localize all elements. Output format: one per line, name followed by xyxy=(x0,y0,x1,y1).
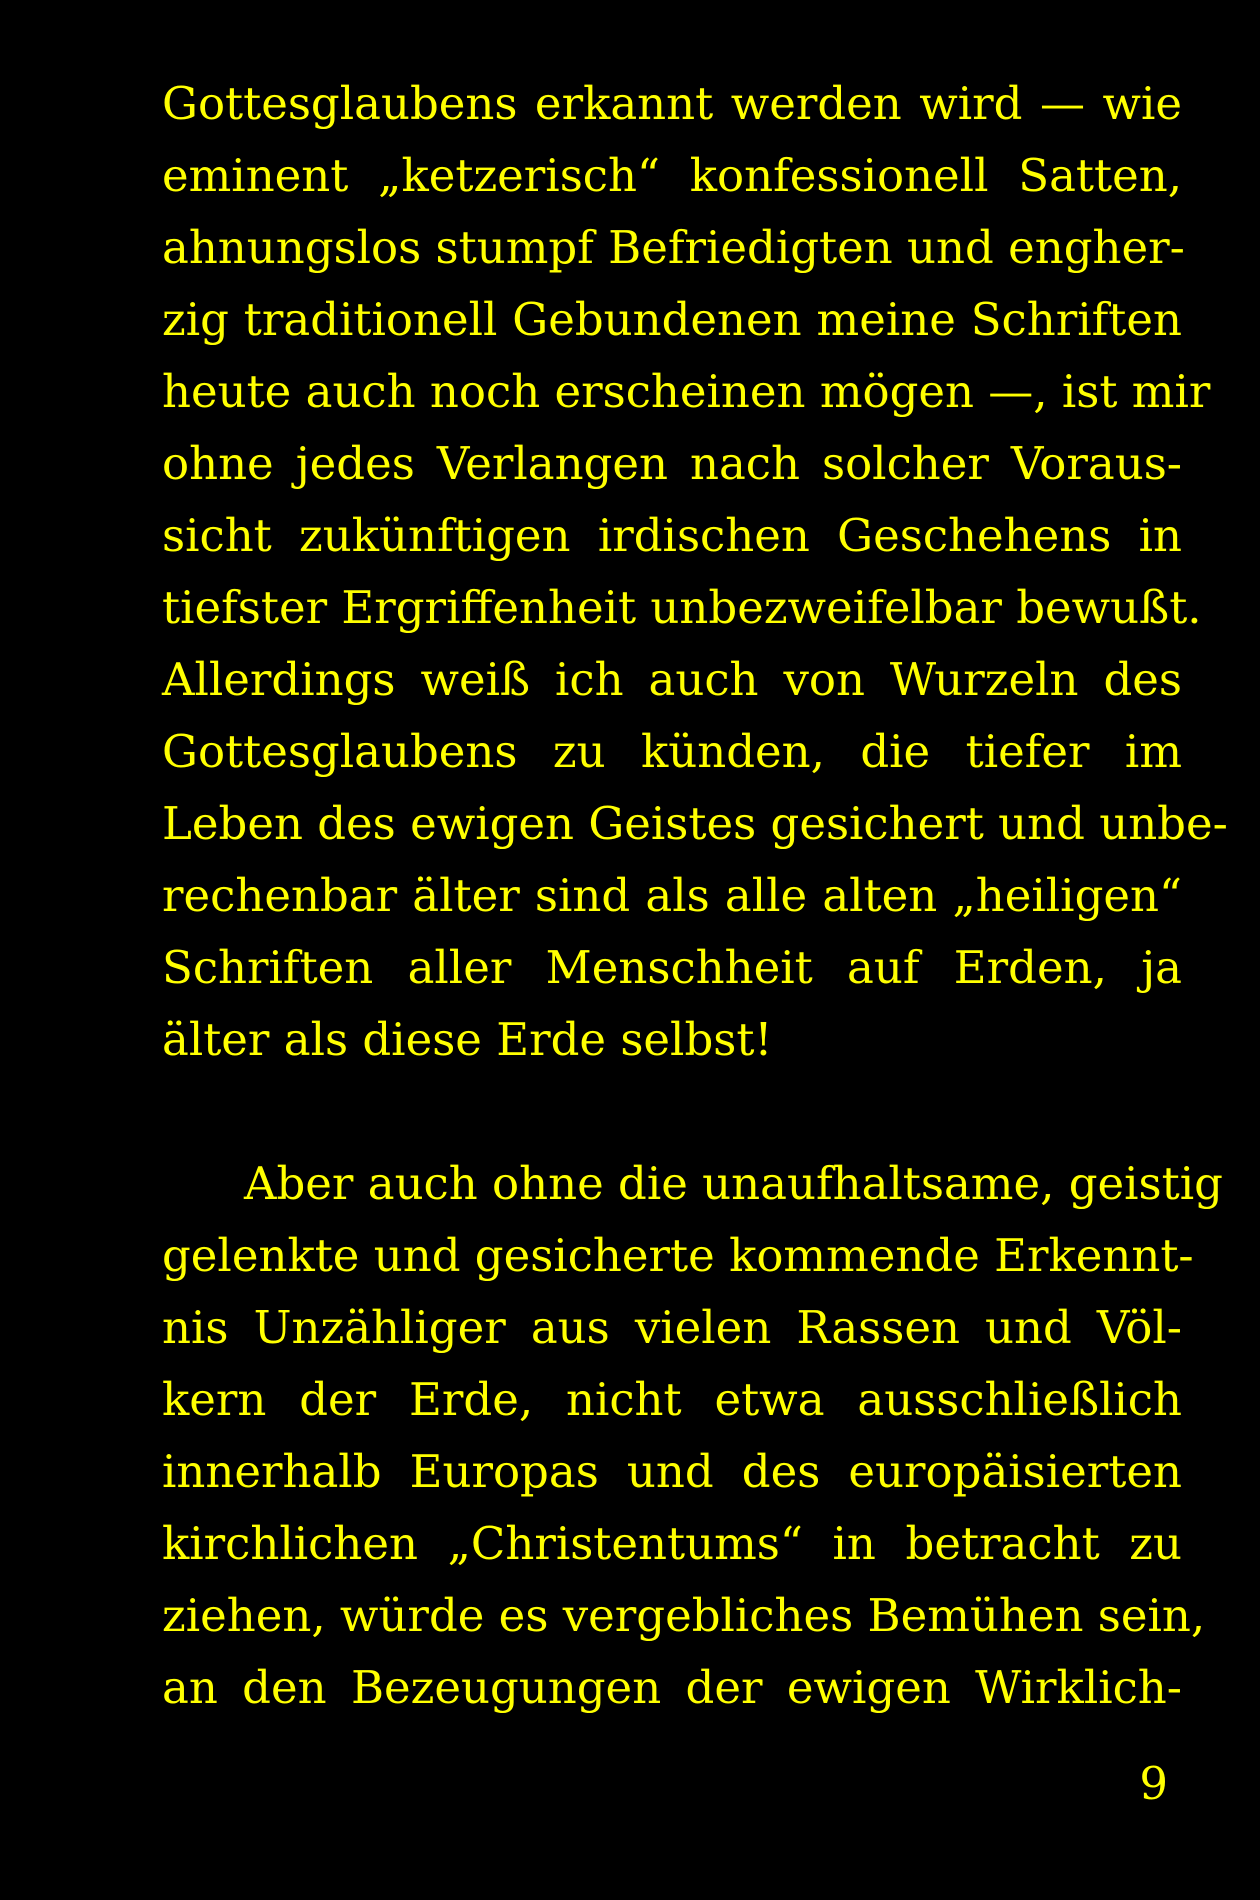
text-line: zig traditionell Gebundenen meine Schriften xyxy=(162,293,1182,346)
text-line: an den Bezeugungen der ewigen Wirklich- xyxy=(162,1661,1182,1714)
text-line: ohne jedes Verlangen nach solcher Voraus- xyxy=(162,437,1182,490)
text-line: Gottesglaubens erkannt werden wird — wie xyxy=(162,77,1182,130)
text-line: älter als diese Erde selbst! xyxy=(162,1013,773,1066)
text-line: tiefster Ergriffenheit unbezweifelbar bewußt. xyxy=(162,581,1202,634)
text-line: ahnungslos stumpf Befriedigten und engher- xyxy=(162,221,1185,274)
text-line: eminent „ketzerisch“ konfessionell Satten, xyxy=(162,149,1182,202)
text-line: Schriften aller Menschheit auf Erden, ja xyxy=(162,941,1182,994)
text-line: rechenbar älter sind als alle alten „heiligen“ xyxy=(162,869,1182,922)
text-line: Allerdings weiß ich auch von Wurzeln des xyxy=(162,653,1182,706)
text-line: sicht zukünftigen irdischen Geschehens in xyxy=(162,509,1182,562)
text-line: heute auch noch erscheinen mögen —, ist mir xyxy=(162,365,1211,418)
text-line: Aber auch ohne die unaufhaltsame, geistig xyxy=(244,1157,1223,1210)
text-line: nis Unzähliger aus vielen Rassen und Völ- xyxy=(162,1301,1182,1354)
paragraph-2 xyxy=(162,1148,1223,1724)
text-line: Leben des ewigen Geistes gesichert und unbe- xyxy=(162,797,1228,850)
text-line: ziehen, würde es vergebliches Bemühen sein, xyxy=(162,1589,1206,1642)
text-line: innerhalb Europas und des europäisierten xyxy=(162,1445,1182,1498)
paragraph-1 xyxy=(162,68,1228,1076)
text-line: kern der Erde, nicht etwa ausschließlich xyxy=(162,1373,1182,1426)
text-line: gelenkte und gesicherte kommende Erkennt- xyxy=(162,1229,1194,1282)
text-line: Gottesglaubens zu künden, die tiefer im xyxy=(162,725,1182,778)
text-line: kirchlichen „Christentums“ in betracht zu xyxy=(162,1517,1182,1570)
page-number: 9 xyxy=(1139,1757,1168,1810)
